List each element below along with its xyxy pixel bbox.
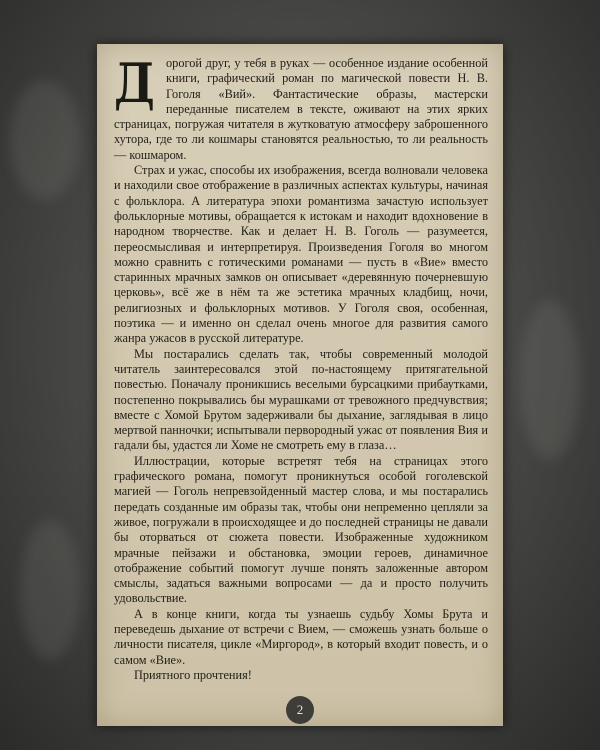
paragraph-1 — [114, 51, 488, 163]
paragraph-2: Страх и ужас, способы их изображения, всегда волновали человека и находили свое отображение в различных аспектах культуры, начиная с фольклора. А литература эпохи романтизма зачастую использует фольклорные мотивы, обращается к истокам и находит вдохновение в народном творчестве. Как и делает Н. В. Гоголь — разумеется, переосмысливая и интерпретируя. Произведения Гоголя во многом можно сравнить с готическими романами — пусть в «Вие» вместо старинных мрачных замков он описывает «деревянную почерневшую церковь», всё же в нём та же эстетика мрачных кладбищ, ночи, религиозных и фольклорных мотивов. У Гоголя своя, особенная, поэтика — и именно он сделал очень многое для развития самого жанра ужасов в русской литературе. — [114, 163, 488, 346]
background-stain — [20, 520, 80, 660]
page-text — [114, 51, 488, 683]
parchment-page — [97, 44, 503, 726]
paragraph-6: Приятного прочтения! — [134, 667, 252, 682]
background-stain — [10, 80, 80, 200]
page-number-badge: 2 — [286, 696, 314, 724]
paragraph-5: А в конце книги, когда ты узнаешь судьбу Хомы Брута и переведешь дыхание от встречи с Вием, — сможешь узнать больше о личности писателя, цикле «Миргород», в который входит повесть, и о самом «Вие». — [114, 606, 488, 667]
background-stain — [520, 300, 580, 460]
drop-cap: Д — [114, 51, 155, 115]
paragraph-1-text: орогой друг, у тебя в руках — особенное издание особенной книги, графический роман по магической повести Н. В. Гоголя «Вий». Фантастические образы, мастерски переданные писателем в тексте, оживают на этих ярких страницах, погружая читателя в жутковатую атмосферу заброшенного хутора, где то ли кошмары становятся реальностью, то ли реальность — кошмаром. — [114, 56, 488, 162]
paragraph-4: Иллюстрации, которые встретят тебя на страницах этого графического романа, помогут проникнуться особой гоголевской магией — Гоголь непревзойденный мастер слова, и мы постарались передать созданные им образы так, чтобы они непременно цепляли за живое, погружали в происходящее и до последней страницы не давали бы оторваться от сюжета повести. Изображенные художником мрачные пейзажи и обстановка, эмоции героев, динамичное отображение событий помогут лучше понять заложенные автором смыслы, задаться важными вопросами — да и просто получить удовольствие. — [114, 453, 488, 606]
paragraph-3: Мы постарались сделать так, чтобы современный молодой читатель заинтересовался этой по-настоящему притягательной повестью. Поначалу проникшись веселыми бурсацкими прибаутками, постепенно покрывались бы мурашками от тревожного предчувствия; вместе с Хомой Брутом задерживали бы дыхание, заглядывая в лицо мертвой панночки; испытывали первородный ужас от появления Вия и гадали бы, удастся ли Хоме не смотреть ему в глаза… — [114, 346, 488, 453]
